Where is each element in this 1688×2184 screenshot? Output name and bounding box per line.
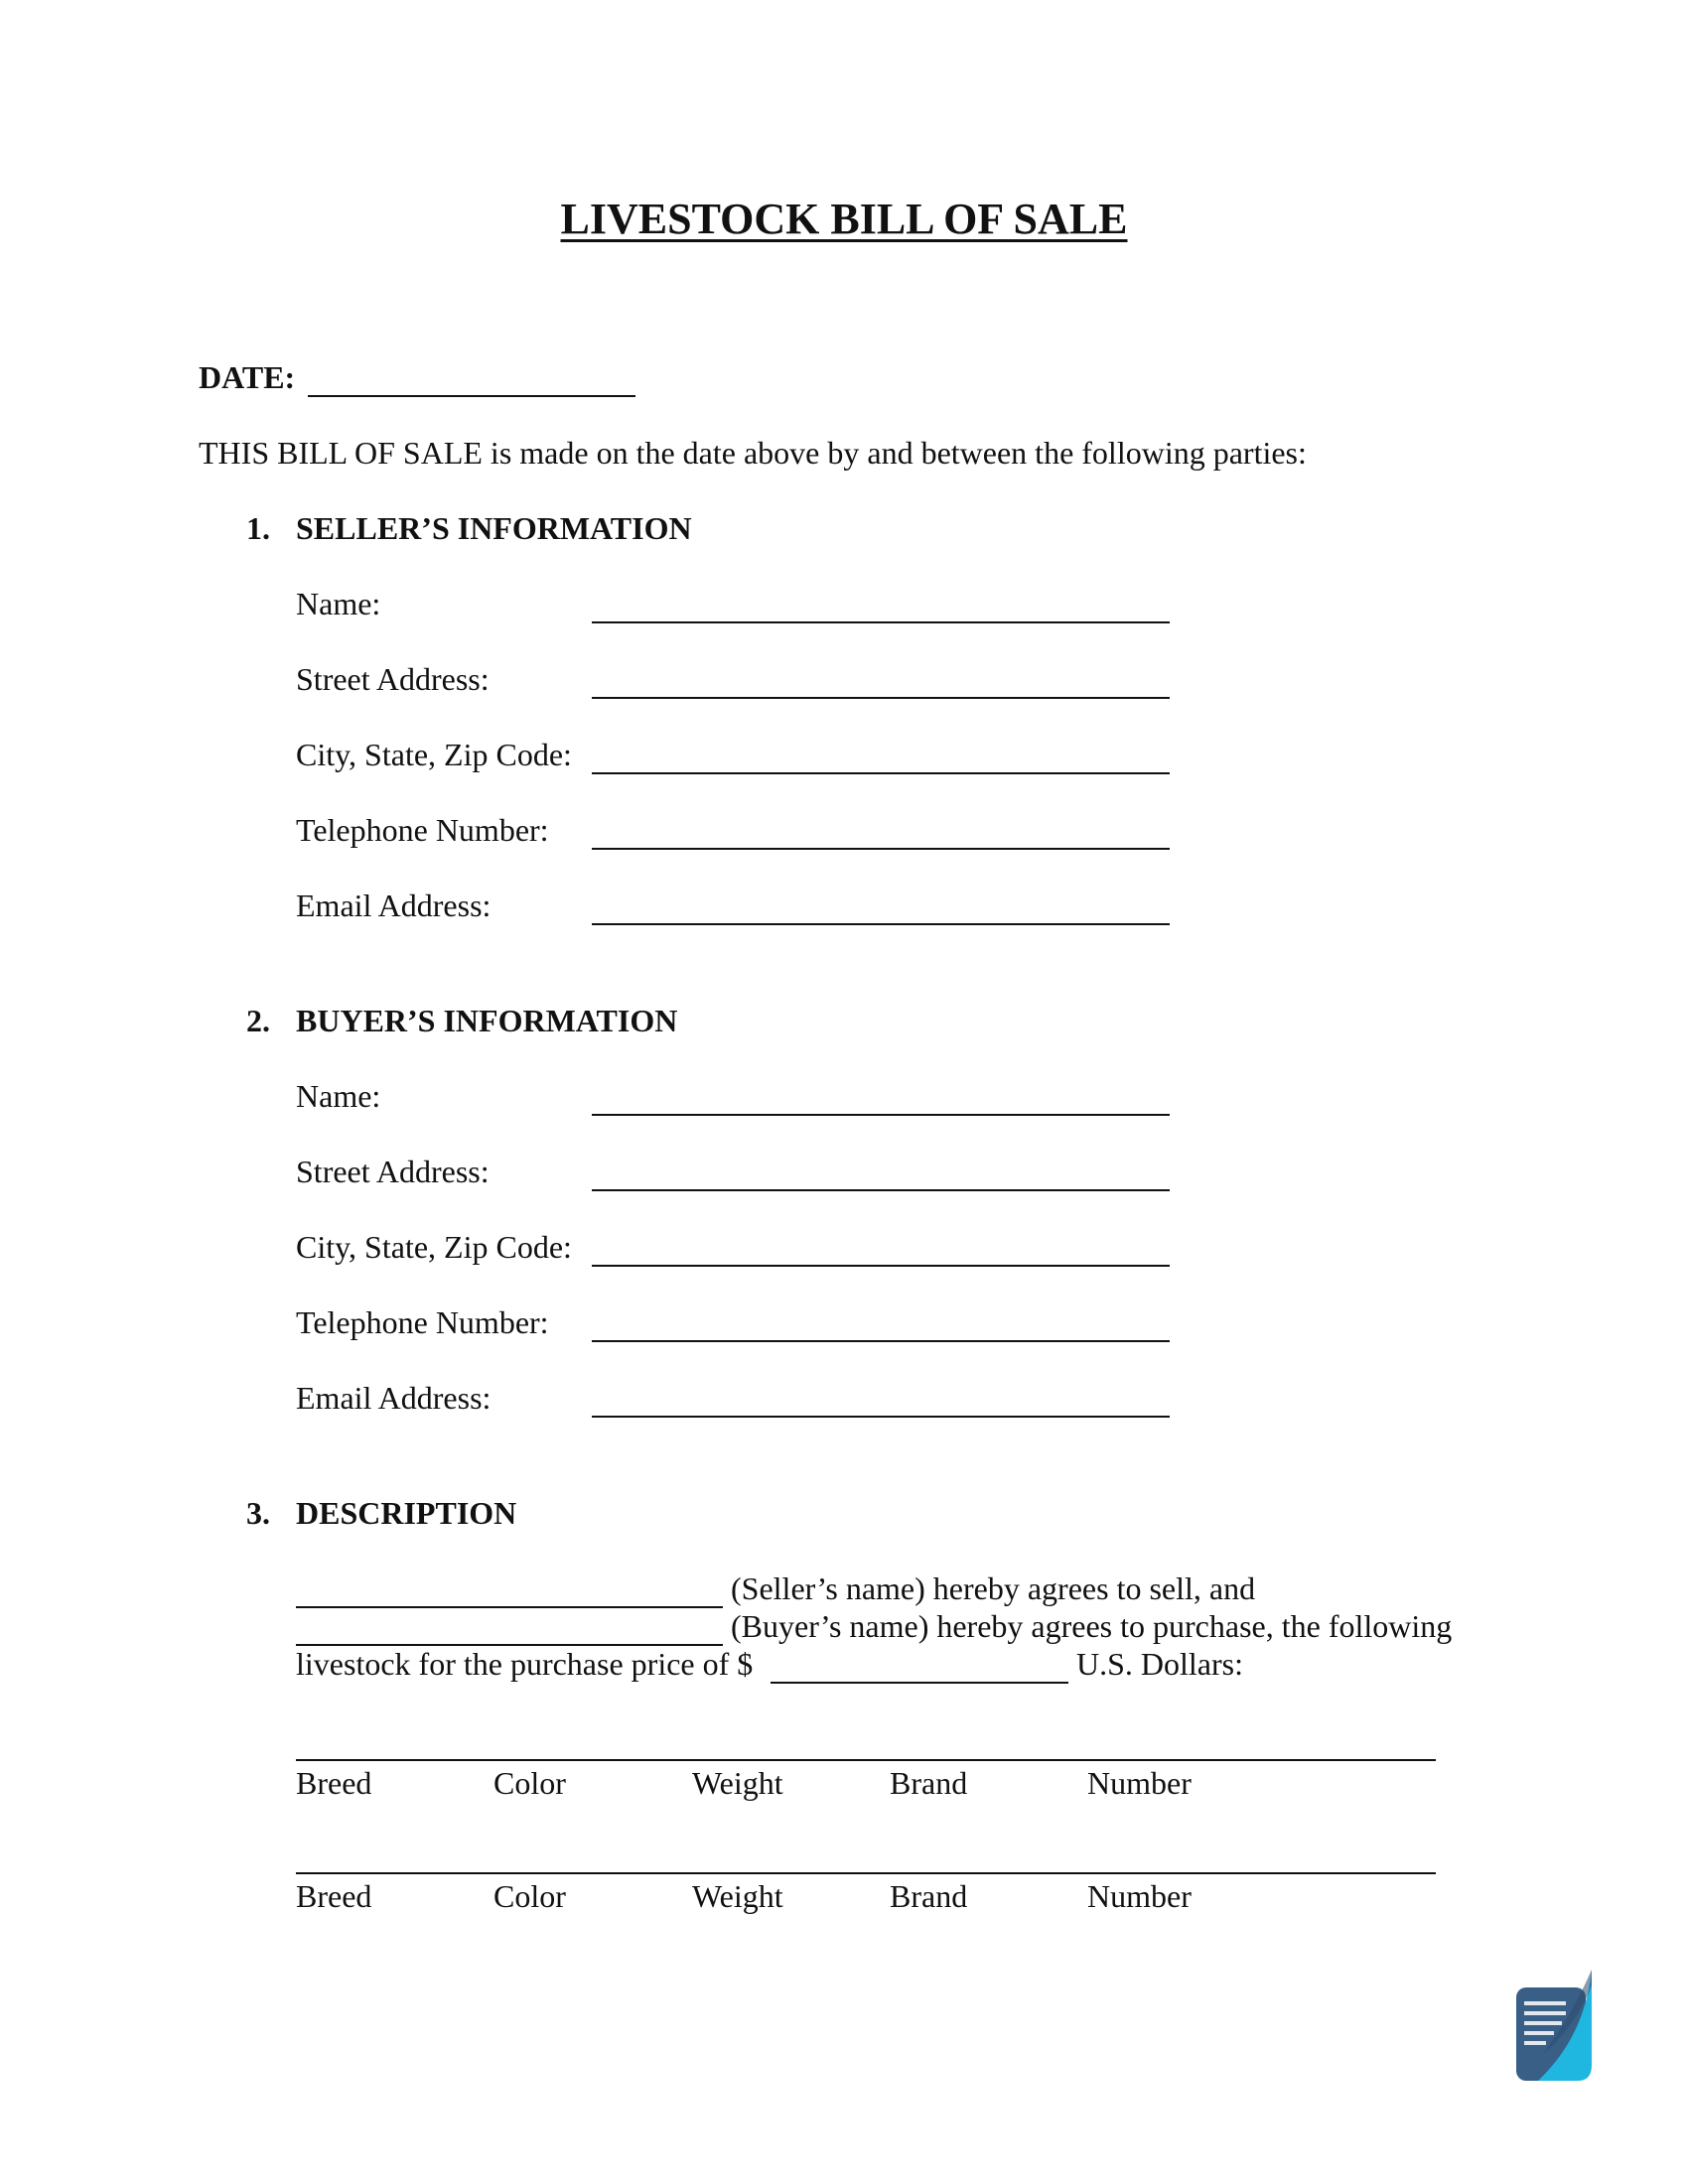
- description-line-buyer: (Buyer’s name) hereby agrees to purchase, the following: [731, 1608, 1453, 1644]
- description-section-number: 3.: [246, 1495, 270, 1531]
- buyer-street-field[interactable]: [592, 1189, 1170, 1191]
- livestock-row-1-line[interactable]: [296, 1759, 1436, 1761]
- row-2-brand-label: Brand: [890, 1878, 968, 1914]
- buyer-section-heading: BUYER’S INFORMATION: [296, 1003, 678, 1038]
- row-1-color-label: Color: [493, 1765, 566, 1801]
- seller-street-field[interactable]: [592, 697, 1170, 699]
- document-title: LIVESTOCK BILL OF SALE: [560, 195, 1128, 243]
- seller-section-heading: SELLER’S INFORMATION: [296, 510, 692, 546]
- row-2-weight-label: Weight: [692, 1878, 783, 1914]
- row-2-number-label: Number: [1087, 1878, 1192, 1914]
- seller-name-field[interactable]: [592, 621, 1170, 623]
- document-leaf-logo-icon: [1514, 1968, 1594, 2083]
- seller-name-label: Name:: [296, 586, 381, 621]
- buyer-name-field[interactable]: [592, 1114, 1170, 1116]
- buyer-city-label: City, State, Zip Code:: [296, 1229, 572, 1265]
- buyer-street-label: Street Address:: [296, 1154, 490, 1189]
- seller-city-field[interactable]: [592, 772, 1170, 774]
- buyer-section-number: 2.: [246, 1003, 270, 1038]
- description-line-seller: (Seller’s name) hereby agrees to sell, and: [731, 1570, 1256, 1606]
- description-price-suffix: U.S. Dollars:: [1076, 1646, 1243, 1682]
- row-1-brand-label: Brand: [890, 1765, 968, 1801]
- description-price-prefix: livestock for the purchase price of $: [296, 1646, 754, 1682]
- seller-email-field[interactable]: [592, 923, 1170, 925]
- seller-phone-label: Telephone Number:: [296, 812, 549, 848]
- intro-text: THIS BILL OF SALE is made on the date above by and between the following parties:: [199, 435, 1307, 471]
- seller-email-label: Email Address:: [296, 887, 492, 923]
- seller-street-label: Street Address:: [296, 661, 490, 697]
- date-field[interactable]: [308, 395, 635, 397]
- seller-section-number: 1.: [246, 510, 270, 546]
- seller-city-label: City, State, Zip Code:: [296, 737, 572, 772]
- buyer-phone-field[interactable]: [592, 1340, 1170, 1342]
- row-1-breed-label: Breed: [296, 1765, 372, 1801]
- livestock-row-2-line[interactable]: [296, 1872, 1436, 1874]
- description-section-heading: DESCRIPTION: [296, 1495, 517, 1531]
- buyer-email-field[interactable]: [592, 1416, 1170, 1418]
- row-2-breed-label: Breed: [296, 1878, 372, 1914]
- seller-name-blank[interactable]: [296, 1606, 723, 1608]
- row-1-number-label: Number: [1087, 1765, 1192, 1801]
- row-2-color-label: Color: [493, 1878, 566, 1914]
- date-label: DATE:: [199, 359, 296, 395]
- buyer-phone-label: Telephone Number:: [296, 1304, 549, 1340]
- buyer-email-label: Email Address:: [296, 1380, 492, 1416]
- seller-phone-field[interactable]: [592, 848, 1170, 850]
- buyer-city-field[interactable]: [592, 1265, 1170, 1267]
- purchase-price-blank[interactable]: [771, 1682, 1068, 1684]
- buyer-name-label: Name:: [296, 1078, 381, 1114]
- row-1-weight-label: Weight: [692, 1765, 783, 1801]
